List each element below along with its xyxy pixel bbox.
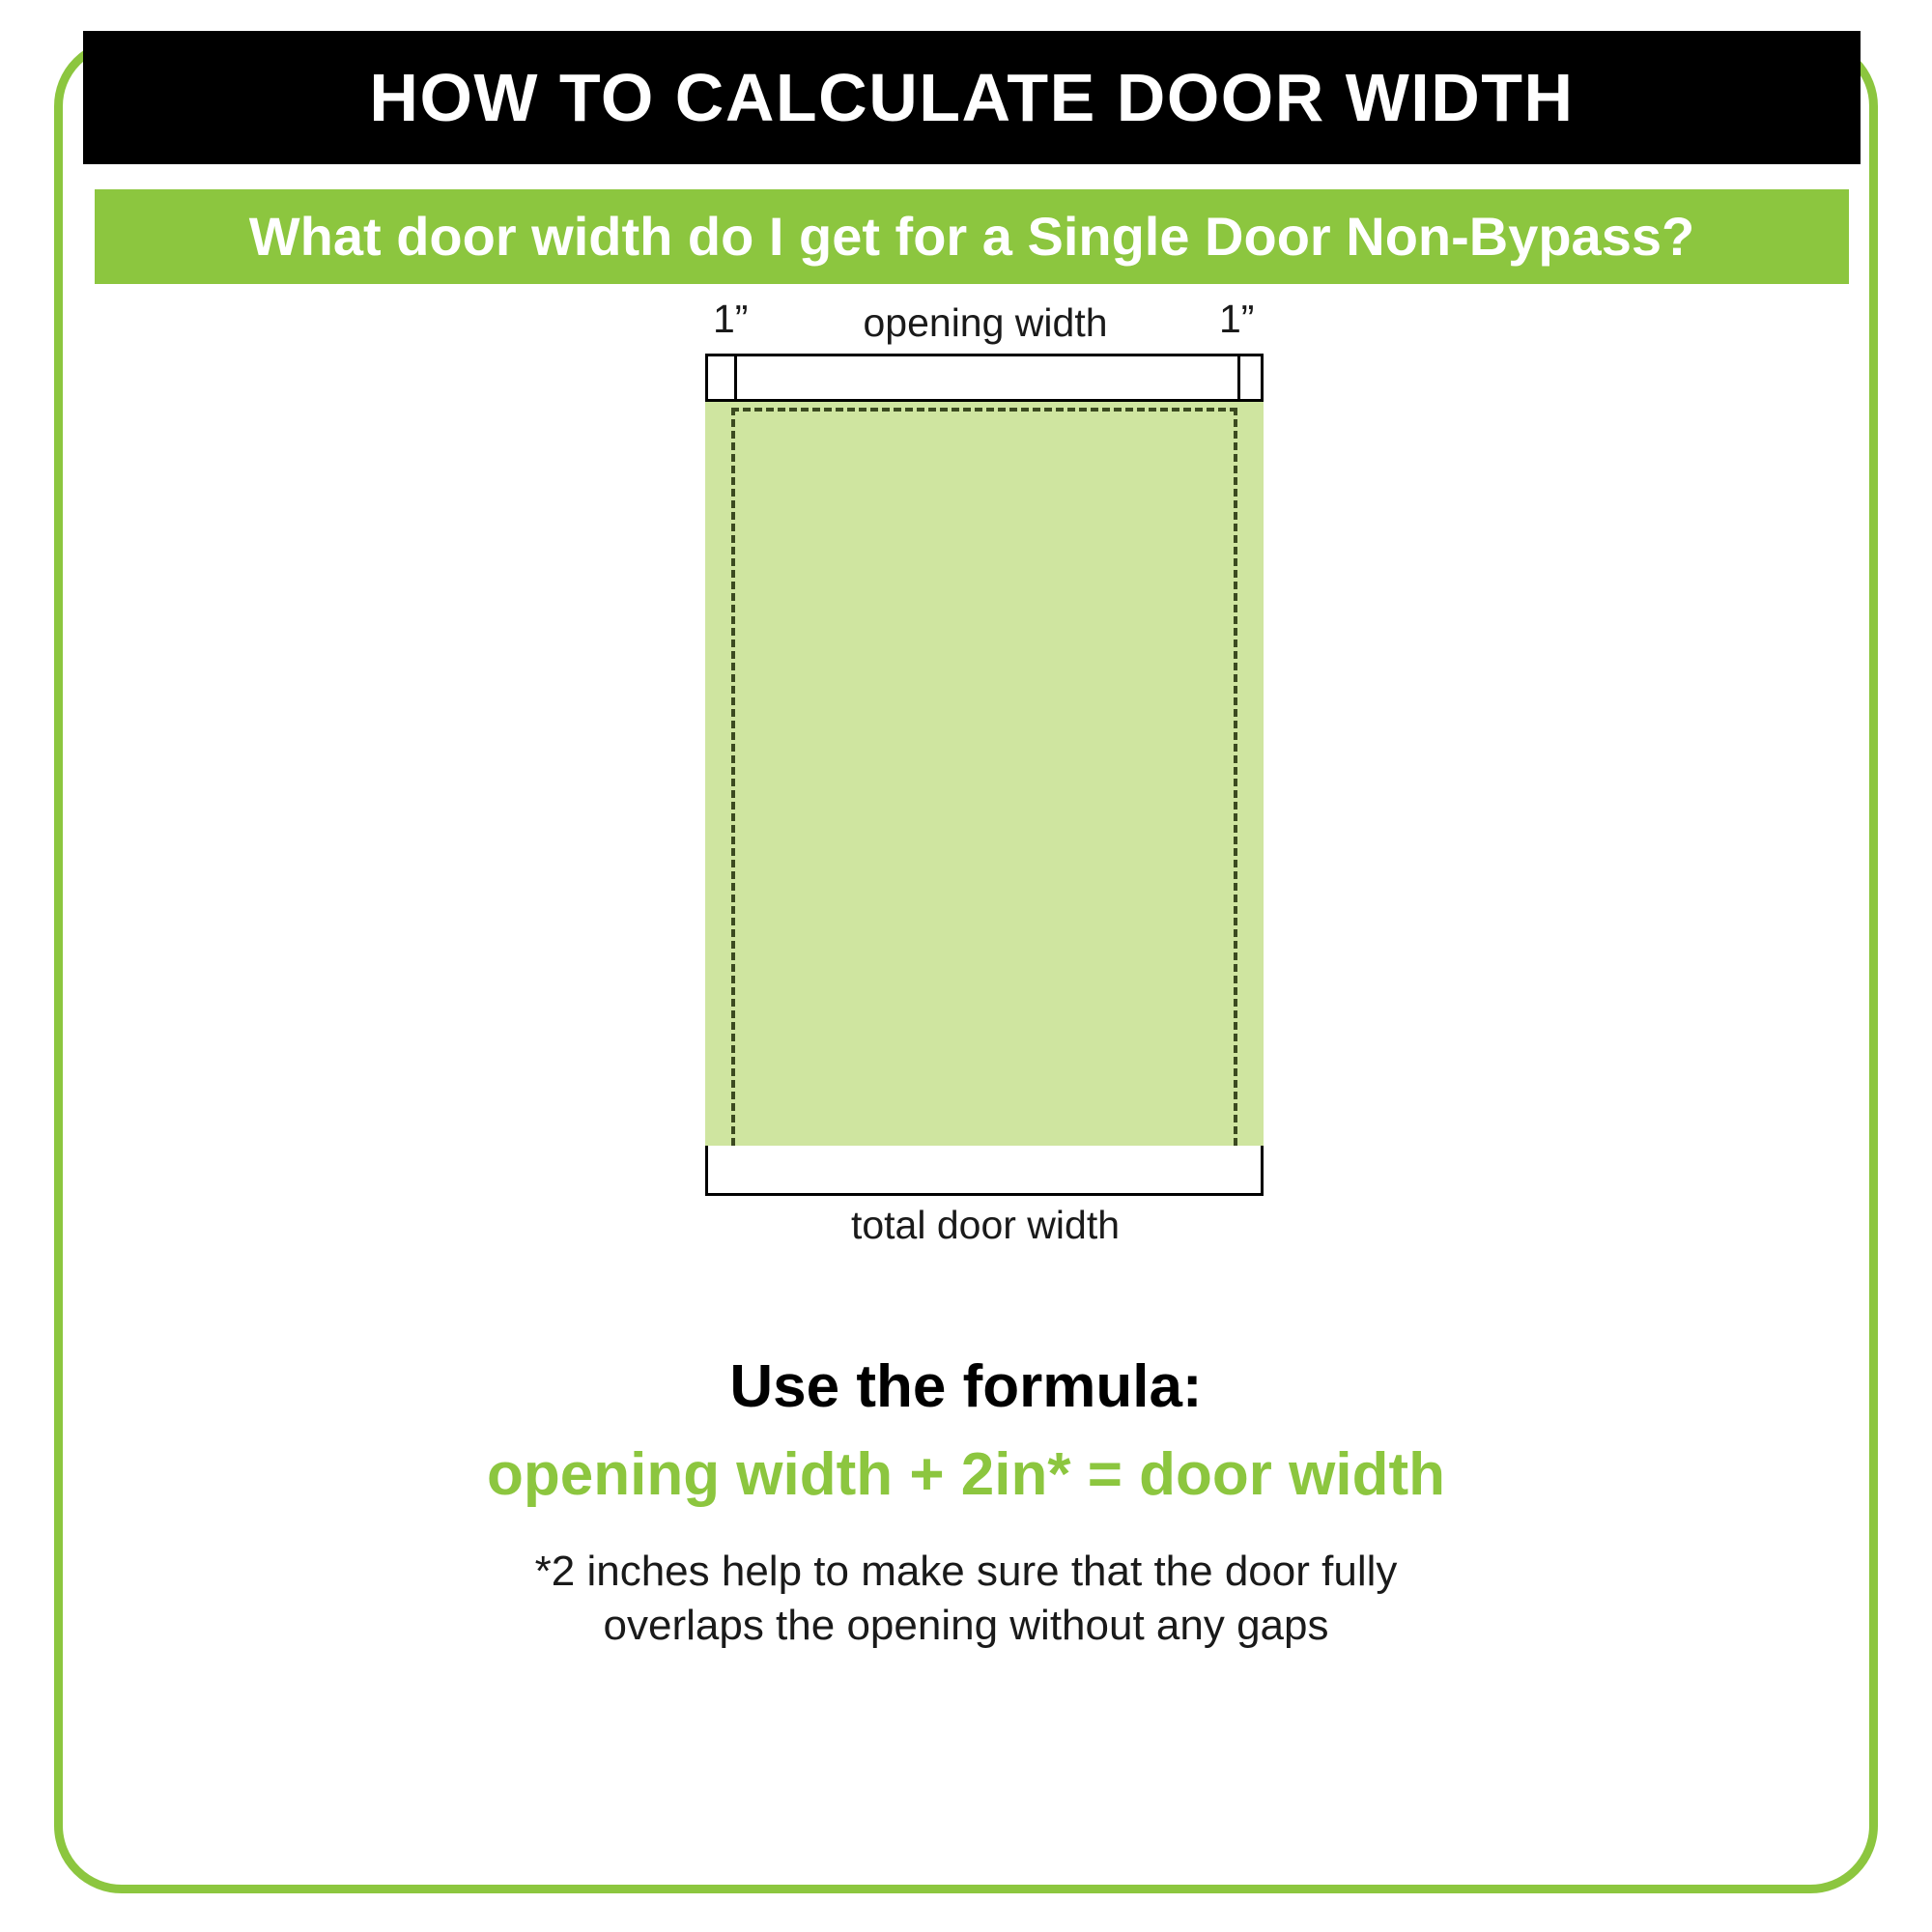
opening-width-label: opening width	[863, 300, 1108, 345]
formula-note-line-1: *2 inches help to make sure that the door fully	[534, 1547, 1398, 1595]
opening-outline-dashed	[731, 408, 1237, 1146]
page-title: HOW TO CALCULATE DOOR WIDTH	[369, 60, 1575, 135]
right-gap-label: 1”	[1219, 297, 1255, 341]
page-subtitle: What door width do I get for a Single Door Non-Bypass?	[248, 206, 1695, 267]
total-door-width-bracket	[705, 1146, 1264, 1196]
opening-bracket-tick-left	[734, 354, 737, 402]
opening-bracket-tick-right	[1237, 354, 1240, 402]
formula-block	[145, 1352, 1787, 1653]
opening-width-bracket	[705, 354, 1264, 402]
title-bar	[83, 31, 1861, 164]
formula-heading: Use the formula:	[729, 1353, 1203, 1420]
formula-equation: opening width + 2in* = door width	[487, 1441, 1445, 1509]
subtitle-bar	[95, 189, 1849, 284]
opening-bracket-span-line	[734, 354, 1240, 356]
door-width-diagram	[618, 299, 1352, 1294]
total-door-width-label: total door width	[850, 1203, 1121, 1247]
formula-note-line-2: overlaps the opening without any gaps	[603, 1601, 1329, 1649]
left-gap-label: 1”	[713, 297, 749, 341]
